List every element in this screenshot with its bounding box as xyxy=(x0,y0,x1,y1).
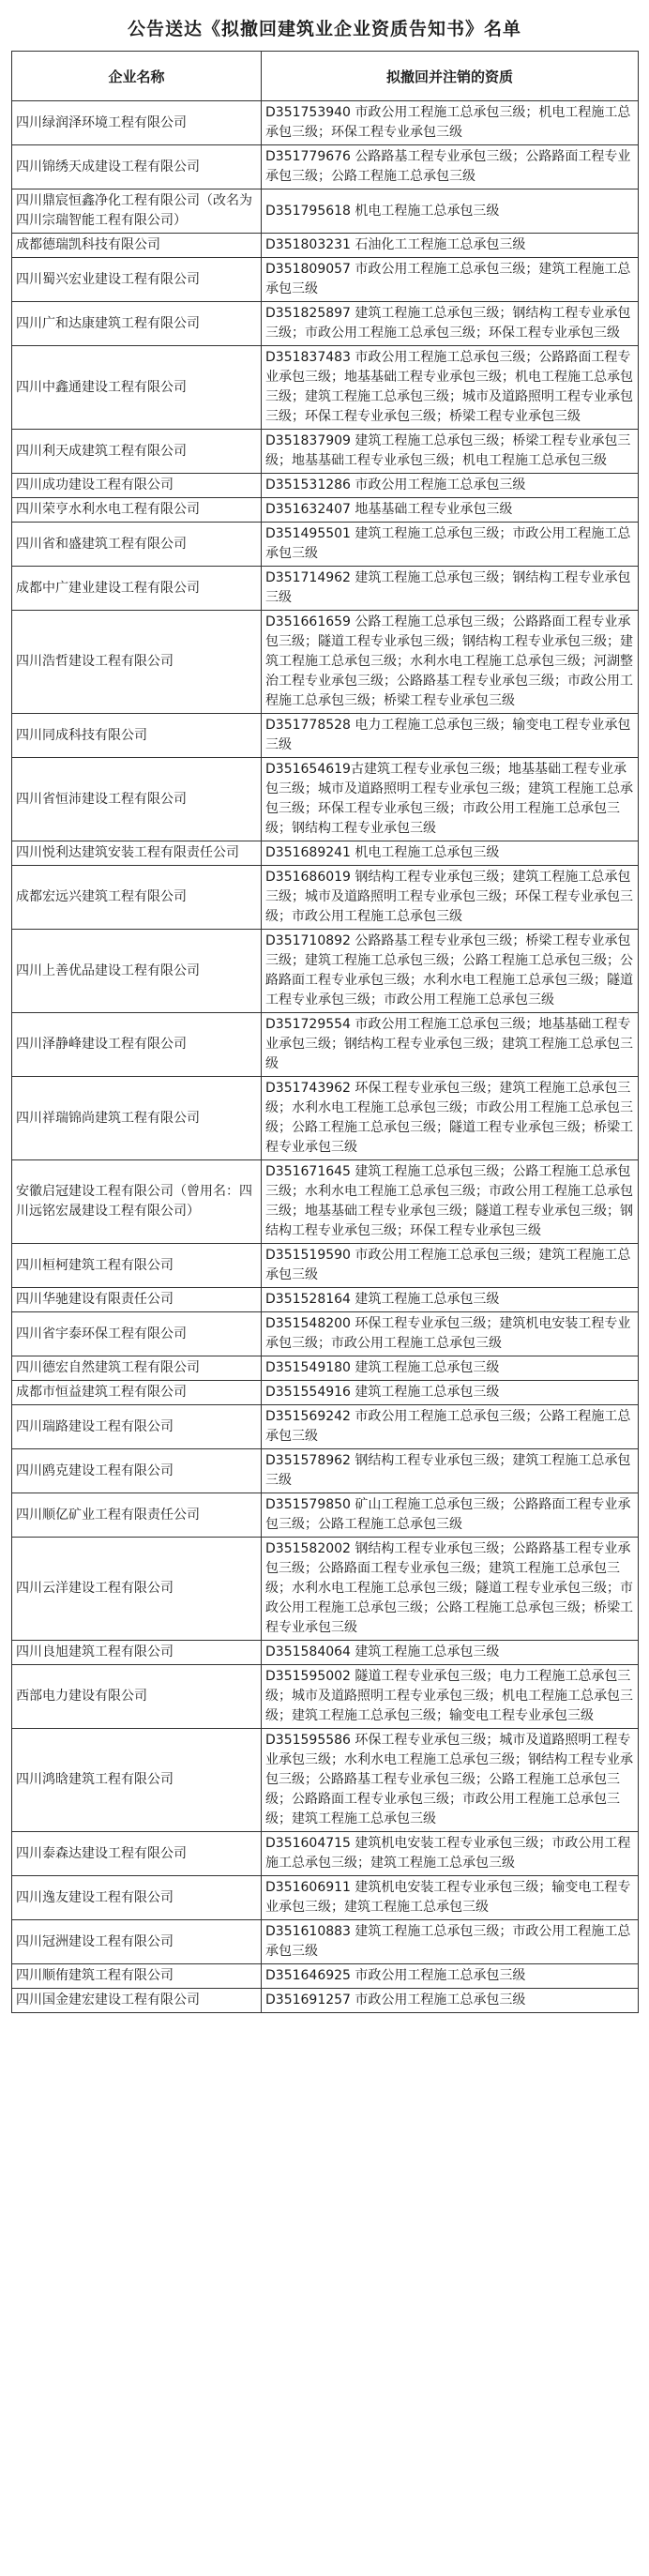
company-name-cell: 四川顺亿矿业工程有限责任公司 xyxy=(12,1493,262,1538)
qualification-cell: D351729554 市政公用工程施工总承包三级；地基基础工程专业承包三级；钢结构工程专业承包三级；建筑工程施工总承包三级 xyxy=(262,1013,639,1077)
qualification-cell: D351531286 市政公用工程施工总承包三级 xyxy=(262,474,639,498)
qualification-cell: D351825897 建筑工程施工总承包三级；钢结构工程专业承包三级；市政公用工程施工总承包三级；环保工程专业承包三级 xyxy=(262,302,639,346)
table-row xyxy=(12,234,639,258)
company-name-cell: 四川良旭建筑工程有限公司 xyxy=(12,1641,262,1665)
company-name-cell: 四川鼎宸恒鑫净化工程有限公司（改名为四川宗瑞智能工程有限公司） xyxy=(12,189,262,234)
qualification-cell: D351661659 公路工程施工总承包三级；公路路面工程专业承包三级；隧道工程专业承包三级；钢结构工程专业承包三级；建筑工程施工总承包三级；水利水电工程施工总承包三级；河湖整治工程专业承包三级；公路路基工程专业承包三级；市政公用工程施工总承包三级；桥梁工程专业承包三级 xyxy=(262,611,639,714)
qualification-cell: D351691257 市政公用工程施工总承包三级 xyxy=(262,1989,639,2013)
table-row xyxy=(12,189,639,234)
table-row xyxy=(12,1312,639,1356)
table-row xyxy=(12,302,639,346)
company-name-cell: 四川省宇泰环保工程有限公司 xyxy=(12,1312,262,1356)
qualification-cell: D351803231 石油化工工程施工总承包三级 xyxy=(262,234,639,258)
qualification-cell: D351584064 建筑工程施工总承包三级 xyxy=(262,1641,639,1665)
qualification-cell: D351686019 钢结构工程专业承包三级；建筑工程施工总承包三级；城市及道路照明工程专业承包三级；环保工程专业承包三级；市政公用工程施工总承包三级 xyxy=(262,866,639,930)
table-row xyxy=(12,1013,639,1077)
qualification-cell: D351604715 建筑机电安装工程专业承包三级；市政公用工程施工总承包三级；建筑工程施工总承包三级 xyxy=(262,1832,639,1876)
company-name-cell: 四川云洋建设工程有限公司 xyxy=(12,1538,262,1641)
table-row xyxy=(12,1989,639,2013)
company-name-cell: 四川祥瑞锦尚建筑工程有限公司 xyxy=(12,1077,262,1160)
company-name-cell: 四川瑞路建设工程有限公司 xyxy=(12,1405,262,1449)
table-row xyxy=(12,1729,639,1832)
qualification-cell: D351837483 市政公用工程施工总承包三级；公路路面工程专业承包三级；地基基础工程专业承包三级；机电工程施工总承包三级；建筑工程施工总承包三级；城市及道路照明工程专业承包三级；环保工程专业承包三级；桥梁工程专业承包三级 xyxy=(262,346,639,430)
company-name-cell: 四川省和盛建筑工程有限公司 xyxy=(12,523,262,567)
table-row xyxy=(12,101,639,145)
company-name-cell: 四川悦利达建筑安装工程有限责任公司 xyxy=(12,841,262,866)
qualification-cell: D351795618 机电工程施工总承包三级 xyxy=(262,189,639,234)
company-name-cell: 四川同成科技有限公司 xyxy=(12,714,262,758)
company-name-cell: 四川蜀兴宏业建设工程有限公司 xyxy=(12,258,262,302)
qualification-cell: D351778528 电力工程施工总承包三级；输变电工程专业承包三级 xyxy=(262,714,639,758)
table-row xyxy=(12,1641,639,1665)
qualification-cell: D351743962 环保工程专业承包三级；建筑工程施工总承包三级；水利水电工程施工总承包三级；市政公用工程施工总承包三级；公路工程施工总承包三级；隧道工程专业承包三级；桥梁工程专业承包三级 xyxy=(262,1077,639,1160)
table-row xyxy=(12,1449,639,1493)
qualification-cell: D351495501 建筑工程施工总承包三级；市政公用工程施工总承包三级 xyxy=(262,523,639,567)
qualification-cell: D351809057 市政公用工程施工总承包三级；建筑工程施工总承包三级 xyxy=(262,258,639,302)
table-row xyxy=(12,523,639,567)
table-row xyxy=(12,1493,639,1538)
company-name-cell: 四川省恒沛建设工程有限公司 xyxy=(12,758,262,841)
table-row xyxy=(12,145,639,189)
company-name-cell: 四川鸥克建设工程有限公司 xyxy=(12,1449,262,1493)
table-row xyxy=(12,1832,639,1876)
table-row xyxy=(12,1356,639,1381)
company-name-cell: 四川广和达康建筑工程有限公司 xyxy=(12,302,262,346)
qualification-cell: D351646925 市政公用工程施工总承包三级 xyxy=(262,1964,639,1989)
company-name-cell: 四川鸿晗建筑工程有限公司 xyxy=(12,1729,262,1832)
company-name-cell: 四川锦绣天成建设工程有限公司 xyxy=(12,145,262,189)
table-row xyxy=(12,930,639,1013)
company-table xyxy=(11,51,639,2013)
table-row xyxy=(12,866,639,930)
company-name-cell: 四川成功建设工程有限公司 xyxy=(12,474,262,498)
company-name-cell: 四川荣亨水利水电工程有限公司 xyxy=(12,498,262,523)
qualification-cell: D351595586 环保工程专业承包三级；城市及道路照明工程专业承包三级；水利水电工程施工总承包三级；钢结构工程专业承包三级；公路路基工程专业承包三级；公路工程施工总承包三级；公路路面工程专业承包三级；市政公用工程施工总承包三级；建筑工程施工总承包三级 xyxy=(262,1729,639,1832)
company-name-cell: 四川中鑫通建设工程有限公司 xyxy=(12,346,262,430)
qualification-cell: D351753940 市政公用工程施工总承包三级；机电工程施工总承包三级；环保工程专业承包三级 xyxy=(262,101,639,145)
table-row xyxy=(12,1288,639,1312)
qualification-cell: D351528164 建筑工程施工总承包三级 xyxy=(262,1288,639,1312)
table-header-row xyxy=(12,52,639,101)
qualification-cell: D351779676 公路路基工程专业承包三级；公路路面工程专业承包三级；公路工程施工总承包三级 xyxy=(262,145,639,189)
qualification-cell: D351654619古建筑工程专业承包三级；地基基础工程专业承包三级；城市及道路照明工程专业承包三级；建筑工程施工总承包三级；环保工程专业承包三级；市政公用工程施工总承包三级；钢结构工程专业承包三级 xyxy=(262,758,639,841)
qualification-cell: D351579850 矿山工程施工总承包三级；公路路面工程专业承包三级；公路工程施工总承包三级 xyxy=(262,1493,639,1538)
qualification-cell: D351548200 环保工程专业承包三级；建筑机电安装工程专业承包三级；市政公用工程施工总承包三级 xyxy=(262,1312,639,1356)
company-name-cell: 四川桓柯建筑工程有限公司 xyxy=(12,1244,262,1288)
table-row xyxy=(12,430,639,474)
company-name-cell: 四川绿润泽环境工程有限公司 xyxy=(12,101,262,145)
company-name-cell: 四川顺侑建筑工程有限公司 xyxy=(12,1964,262,1989)
table-row xyxy=(12,1876,639,1920)
qualification-cell: D351610883 建筑工程施工总承包三级；市政公用工程施工总承包三级 xyxy=(262,1920,639,1964)
qualification-cell: D351689241 机电工程施工总承包三级 xyxy=(262,841,639,866)
table-row xyxy=(12,498,639,523)
qualification-cell: D351595002 隧道工程专业承包三级；电力工程施工总承包三级；城市及道路照明工程专业承包三级；机电工程施工总承包三级；建筑工程施工总承包三级；输变电工程专业承包三级 xyxy=(262,1665,639,1729)
qualification-cell: D351582002 钢结构工程专业承包三级；公路路基工程专业承包三级；公路路面工程专业承包三级；建筑工程施工总承包三级；水利水电工程施工总承包三级；隧道工程专业承包三级；市政公用工程施工总承包三级；公路工程施工总承包三级；桥梁工程专业承包三级 xyxy=(262,1538,639,1641)
table-row xyxy=(12,1381,639,1405)
qualification-cell: D351554916 建筑工程施工总承包三级 xyxy=(262,1381,639,1405)
table-row xyxy=(12,611,639,714)
table-row xyxy=(12,841,639,866)
company-name-cell: 四川国金建宏建设工程有限公司 xyxy=(12,1989,262,2013)
table-row xyxy=(12,1920,639,1964)
company-name-cell: 四川利天成建筑工程有限公司 xyxy=(12,430,262,474)
qualification-cell: D351671645 建筑工程施工总承包三级；公路工程施工总承包三级；水利水电工程施工总承包三级；市政公用工程施工总承包三级；地基基础工程专业承包三级；隧道工程专业承包三级；钢结构工程专业承包三级；环保工程专业承包三级 xyxy=(262,1160,639,1244)
qualification-cell: D351606911 建筑机电安装工程专业承包三级；输变电工程专业承包三级；建筑工程施工总承包三级 xyxy=(262,1876,639,1920)
company-name-cell: 四川泽静峰建设工程有限公司 xyxy=(12,1013,262,1077)
table-row xyxy=(12,1964,639,1989)
qualification-cell: D351569242 市政公用工程施工总承包三级；公路工程施工总承包三级 xyxy=(262,1405,639,1449)
company-name-cell: 四川上善优品建设工程有限公司 xyxy=(12,930,262,1013)
company-name-cell: 成都中广建业建设工程有限公司 xyxy=(12,567,262,611)
table-body xyxy=(12,101,639,2013)
column-header-qualifications: 拟撤回并注销的资质 xyxy=(262,52,639,101)
column-header-company: 企业名称 xyxy=(12,52,262,101)
company-name-cell: 四川德宏自然建筑工程有限公司 xyxy=(12,1356,262,1381)
company-name-cell: 成都宏远兴建筑工程有限公司 xyxy=(12,866,262,930)
company-name-cell: 成都德瑞凯科技有限公司 xyxy=(12,234,262,258)
table-row xyxy=(12,1160,639,1244)
qualification-cell: D351714962 建筑工程施工总承包三级；钢结构工程专业承包三级 xyxy=(262,567,639,611)
qualification-cell: D351710892 公路路基工程专业承包三级；桥梁工程专业承包三级；建筑工程施工总承包三级；公路工程施工总承包三级；公路路面工程专业承包三级；水利水电工程施工总承包三级；隧道工程专业承包三级；市政公用工程施工总承包三级 xyxy=(262,930,639,1013)
table-row xyxy=(12,346,639,430)
company-name-cell: 四川华驰建设有限责任公司 xyxy=(12,1288,262,1312)
table-row xyxy=(12,258,639,302)
table-row xyxy=(12,1405,639,1449)
company-name-cell: 四川浩哲建设工程有限公司 xyxy=(12,611,262,714)
qualification-cell: D351837909 建筑工程施工总承包三级；桥梁工程专业承包三级；地基基础工程专业承包三级；机电工程施工总承包三级 xyxy=(262,430,639,474)
company-name-cell: 成都市恒益建筑工程有限公司 xyxy=(12,1381,262,1405)
company-name-cell: 四川冠洲建设工程有限公司 xyxy=(12,1920,262,1964)
table-row xyxy=(12,714,639,758)
qualification-cell: D351549180 建筑工程施工总承包三级 xyxy=(262,1356,639,1381)
table-row xyxy=(12,1538,639,1641)
table-row xyxy=(12,758,639,841)
company-name-cell: 安徽启冠建设工程有限公司（曾用名：四川远铭宏晟建设工程有限公司） xyxy=(12,1160,262,1244)
company-name-cell: 四川泰森达建设工程有限公司 xyxy=(12,1832,262,1876)
qualification-cell: D351578962 钢结构工程专业承包三级；建筑工程施工总承包三级 xyxy=(262,1449,639,1493)
table-row xyxy=(12,1077,639,1160)
qualification-cell: D351632407 地基基础工程专业承包三级 xyxy=(262,498,639,523)
table-row xyxy=(12,567,639,611)
qualification-cell: D351519590 市政公用工程施工总承包三级；建筑工程施工总承包三级 xyxy=(262,1244,639,1288)
company-name-cell: 四川逸友建设工程有限公司 xyxy=(12,1876,262,1920)
table-row xyxy=(12,1244,639,1288)
table-row xyxy=(12,1665,639,1729)
table-row xyxy=(12,474,639,498)
company-name-cell: 西部电力建设有限公司 xyxy=(12,1665,262,1729)
document-title: 公告送达《拟撤回建筑业企业资质告知书》名单 xyxy=(127,19,521,39)
